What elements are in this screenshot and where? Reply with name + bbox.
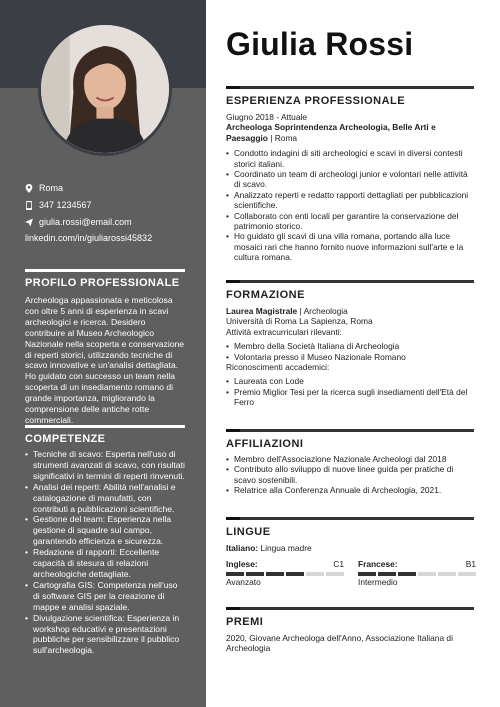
- phone-icon: [25, 201, 39, 210]
- awards-section: [226, 607, 476, 654]
- list-item: • Analisi dei reperti: Abilità nell'analisi e catalogazione di manufatti, con contributi a pubblicazioni scientifiche.: [25, 482, 185, 515]
- section-divider: [226, 86, 474, 89]
- level-bar-segment: [286, 572, 304, 576]
- sidebar: [0, 0, 206, 707]
- education-degree: Laurea Magistrale: [226, 306, 298, 316]
- language-code: C1: [333, 559, 344, 570]
- experience-list: [226, 148, 476, 262]
- list-item: • Tecniche di scavo: Esperta nell'uso di strumenti avanzati di scavo, con risultati significativi in termini di reperti rinvenuti.: [25, 449, 185, 482]
- linkedin-link[interactable]: linkedin.com/in/giuliarossi45832: [25, 233, 153, 243]
- language-french: [358, 559, 476, 587]
- language-level-bars: [358, 572, 476, 576]
- profile-section: [25, 269, 185, 426]
- affiliations-list: [226, 454, 476, 496]
- level-bar-segment: [358, 572, 376, 576]
- language-english: [226, 559, 344, 587]
- contact-phone: [25, 197, 201, 213]
- section-divider: [226, 517, 474, 520]
- awards-title: PREMI: [226, 616, 264, 628]
- list-item: • Relatrice alla Conferenza Annuale di Archeologia, 2021.: [226, 485, 476, 495]
- affiliations-section: [226, 429, 476, 496]
- list-item: • Laureata con Lode: [226, 376, 476, 386]
- level-bar-segment: [306, 572, 324, 576]
- experience-date: Giugno 2018 - Attuale: [226, 112, 308, 122]
- education-honors-list: [226, 376, 476, 407]
- experience-section: [226, 86, 476, 263]
- contact-info: [25, 180, 201, 243]
- list-item: • Redazione di rapporti: Eccellente capacità di stesura di relazioni archeologiche dettagliate.: [25, 547, 185, 580]
- list-item: • Gestione del team: Esperienza nella gestione di squadre sul campo, garantendo efficienza e sicurezza.: [25, 514, 185, 547]
- experience-employer-line: Archeologa Soprintendenza Archeologia, Belle Arti e Paesaggio | Roma: [226, 122, 436, 143]
- list-item: • Divulgazione scientifica: Esperienza in workshop educativi e presentazioni pubbliche per sensibilizzare il pubblico sull'archeologia.: [25, 613, 185, 657]
- awards-text: 2020, Giovane Archeologa dell'Anno, Associazione Italiana di Archeologia: [226, 633, 453, 654]
- list-item: • Premio Miglior Tesi per la ricerca sugli insediamenti dell'Età del Ferro: [226, 387, 476, 408]
- level-bar-segment: [226, 572, 244, 576]
- section-divider: [25, 269, 185, 272]
- email-link[interactable]: giulia.rossi@email.com: [39, 217, 132, 227]
- level-bar-segment: [438, 572, 456, 576]
- level-bar-segment: [246, 572, 264, 576]
- experience-title: ESPERIENZA PROFESSIONALE: [226, 95, 406, 107]
- level-bar-segment: [418, 572, 436, 576]
- level-bar-segment: [378, 572, 396, 576]
- list-item: • Volontaria presso il Museo Nazionale Romano: [226, 352, 476, 362]
- education-activities-label: Attività extracurriculari rilevanti:: [226, 326, 342, 337]
- education-activities-list: [226, 341, 476, 362]
- native-language-value: Lingua madre: [260, 543, 312, 553]
- native-language: [226, 543, 476, 553]
- language-code: B1: [465, 559, 476, 570]
- native-language-label: Italiano:: [226, 543, 259, 553]
- language-level: Avanzato: [226, 577, 261, 588]
- language-head: [358, 559, 476, 569]
- language-level: Intermedio: [358, 577, 398, 588]
- list-item: • Analizzato reperti e redatto rapporti dettagliati per pubblicazioni scientifiche.: [226, 190, 476, 211]
- education-school: Università di Roma La Sapienza, Roma: [226, 316, 373, 327]
- languages-title: LINGUE: [226, 526, 271, 538]
- list-item: • Ho guidato gli scavi di una villa romana, portando alla luce mosaici rari che hanno fornito nuove informazioni sull'arte e la cultura romana.: [226, 231, 476, 262]
- education-section: [226, 280, 476, 408]
- list-item: • Contributo allo sviluppo di nuove linee guida per pratiche di scavo sostenibili.: [226, 464, 476, 485]
- candidate-name: Giulia Rossi: [226, 26, 414, 62]
- contact-email: [25, 214, 201, 230]
- section-divider: [226, 607, 474, 610]
- list-item: • Condotto indagini di siti archeologici e scavi in diversi contesti storici italiani.: [226, 148, 476, 169]
- list-item: • Cartografia GIS: Competenza nell'uso di software GIS per la creazione di mappe e analisi spaziale.: [25, 580, 185, 613]
- experience-location: Roma: [274, 132, 298, 143]
- level-bar-segment: [458, 572, 476, 576]
- list-item: • Membro della Società Italiana di Archeologia: [226, 341, 476, 351]
- affiliations-title: AFFILIAZIONI: [226, 438, 304, 450]
- language-level-bars: [226, 572, 344, 576]
- level-bar-segment: [398, 572, 416, 576]
- language-levels: [226, 559, 476, 587]
- profile-title: PROFILO PROFESSIONALE: [25, 277, 180, 289]
- list-item: • Coordinato un team di archeologi junior e volontari nelle attività di scavo.: [226, 169, 476, 190]
- contact-location: [25, 180, 201, 196]
- list-item: • Membro dell'Associazione Nazionale Archeologi dal 2018: [226, 454, 476, 464]
- section-divider: [226, 280, 474, 283]
- language-head: [226, 559, 344, 569]
- language-name: Francese:: [358, 559, 398, 570]
- section-divider: [226, 429, 474, 432]
- portrait-image: [41, 25, 169, 153]
- experience-employer: Archeologa Soprintendenza Archeologia, Belle Arti e Paesaggio: [226, 122, 436, 143]
- skills-list: [25, 449, 185, 656]
- send-icon: [25, 218, 39, 227]
- location-text: Roma: [39, 183, 64, 193]
- language-name: Inglese:: [226, 559, 258, 570]
- level-bar-segment: [326, 572, 344, 576]
- skills-title: COMPETENZE: [25, 433, 106, 445]
- phone-text: 347 1234567: [39, 200, 92, 210]
- level-bar-segment: [266, 572, 284, 576]
- profile-text: Archeologa appassionata e meticolosa con oltre 5 anni di esperienza in scavi archeologici e ricerca. Desidero contribuire al Museo Archeologico Nazionale nella scoperta e conservazione di reperti storici, utilizzando tecniche di scavo innovative e un'analisi dettagliata. Ho guidato con successo un team nella scoperta di un insediamento romano di grande importanza, migliorando la comprensione delle antiche rotte commerciali.: [25, 295, 185, 425]
- profile-photo: [38, 22, 172, 156]
- education-title: FORMAZIONE: [226, 289, 305, 301]
- education-degree-line: Laurea Magistrale | Archeologia: [226, 306, 348, 316]
- education-honors-label: Riconoscimenti accademici:: [226, 362, 330, 373]
- languages-section: [226, 517, 476, 587]
- map-pin-icon: [25, 184, 39, 193]
- section-divider: [25, 425, 185, 428]
- education-field: Archeologia: [303, 306, 348, 316]
- list-item: • Collaborato con enti locali per garantire la conservazione del patrimonio storico.: [226, 211, 476, 232]
- skills-section: [25, 425, 185, 656]
